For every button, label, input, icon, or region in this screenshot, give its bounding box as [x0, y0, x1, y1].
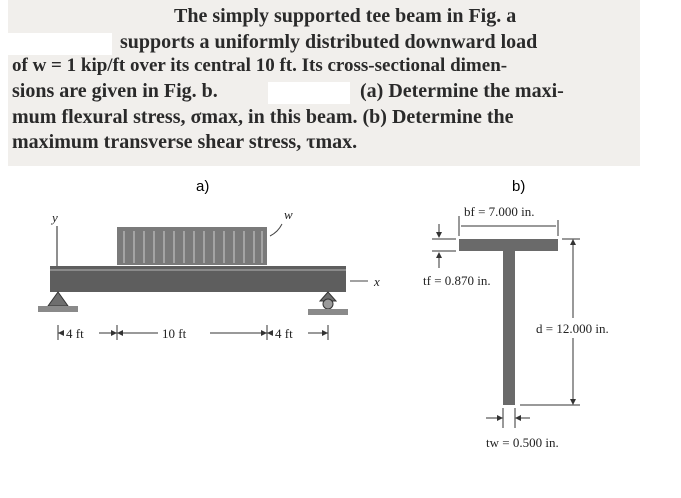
problem-line-1: The simply supported tee beam in Fig. a — [174, 5, 517, 27]
flange-width-label: bf = 7.000 in. — [464, 204, 535, 219]
problem-line-4: sions are given in Fig. b. — [12, 80, 218, 102]
dim-right-label: 4 ft — [275, 326, 293, 341]
arrowhead — [436, 232, 442, 238]
web-thickness-dimension — [486, 408, 530, 428]
load-label: w — [284, 207, 293, 222]
depth-label: d = 12.000 in. — [536, 321, 609, 336]
arrowhead — [570, 239, 576, 245]
flange-thickness-label: tf = 0.870 in. — [423, 273, 491, 288]
tee-flange — [459, 239, 558, 251]
arrowhead — [436, 252, 442, 258]
figure-a-label: a) — [196, 178, 210, 195]
dim-center-label: 10 ft — [162, 326, 187, 341]
tee-web — [503, 251, 515, 405]
flange-thickness-dimension — [432, 224, 456, 268]
problem-line-2: supports a uniformly distributed downward load — [120, 31, 538, 53]
x-axis-label: x — [374, 274, 380, 289]
flange-width-dimension — [459, 216, 558, 236]
arrowhead — [497, 415, 503, 421]
problem-line-5: (a) Determine the maxi- — [360, 80, 564, 102]
web-thickness-label: tw = 0.500 in. — [486, 435, 559, 450]
dim-left-label: 4 ft — [66, 326, 84, 341]
problem-line-3: of w = 1 kip/ft over its central 10 ft. Its cross-sectional dimen- — [12, 55, 508, 76]
problem-line-7: maximum transverse shear stress, τmax. — [12, 131, 358, 153]
figure-b-label: b) — [512, 178, 526, 195]
y-axis-label: y — [52, 210, 58, 225]
arrowhead — [515, 415, 521, 421]
problem-line-6: mum flexural stress, σmax, in this beam. (b) Determine the — [12, 106, 514, 128]
arrowhead — [570, 399, 576, 405]
